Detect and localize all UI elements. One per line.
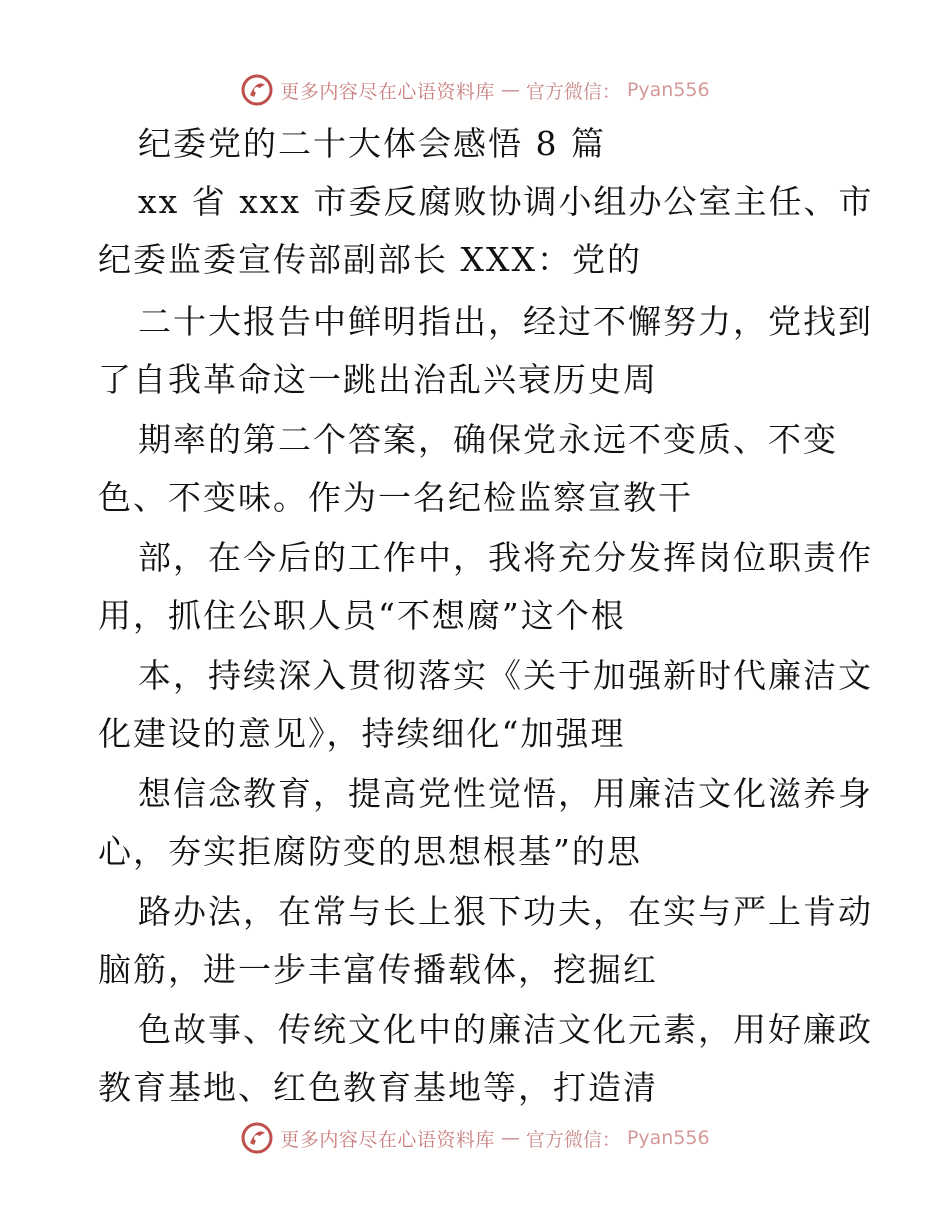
paragraph-line: 二十大报告中鲜明指出，经过不懈努力，党找到 xyxy=(138,302,873,341)
watermark-dash: — xyxy=(500,1127,520,1149)
watermark-contact-label: 官方微信： xyxy=(525,80,621,103)
watermark-org-text: 更多内容尽在心语资料库 xyxy=(280,80,495,103)
paragraph-line: 化建设的意见》，持续细化“加强理 xyxy=(98,714,626,753)
paragraph-line: 本，持续深入贯彻落实《关于加强新时代廉洁文 xyxy=(138,656,873,695)
paragraph-line: 教育基地、红色教育基地等，打造清 xyxy=(98,1068,658,1107)
paragraph-line: 纪委监委宣传部副部长 XXX：党的 xyxy=(98,240,642,279)
paragraph-line: 心，夯实拒腐防变的思想根基”的思 xyxy=(98,832,642,871)
watermark-contact-label: 官方微信： xyxy=(525,1128,621,1151)
document-title: 纪委党的二十大体会感悟 8 篇 xyxy=(138,124,606,163)
paragraph-line: 了自我革命这一跳出治乱兴衰历史周 xyxy=(98,360,658,399)
watermark-wechat-id: Pyan556 xyxy=(626,79,710,101)
watermark-wechat-id: Pyan556 xyxy=(626,1127,710,1149)
watermark-org-text: 更多内容尽在心语资料库 xyxy=(280,1128,495,1151)
paragraph-line: 路办法，在常与长上狠下功夫，在实与严上肯动 xyxy=(138,892,873,931)
paragraph-line: 想信念教育，提高党性觉悟，用廉洁文化滋养身 xyxy=(138,774,873,813)
red-swirl-logo-icon xyxy=(240,73,274,107)
paragraph-line: 色、不变味。作为一名纪检监察宣教干 xyxy=(98,478,693,517)
paragraph-line: 部，在今后的工作中，我将充分发挥岗位职责作 xyxy=(138,538,873,577)
paragraph-line: xx 省 xxx 市委反腐败协调小组办公室主任、市 xyxy=(138,182,874,221)
paragraph-line: 用，抓住公职人员“不想腐”这个根 xyxy=(98,596,626,635)
header-watermark xyxy=(0,70,950,110)
footer-watermark xyxy=(0,1118,950,1158)
paragraph-line: 脑筋，进一步丰富传播载体，挖掘红 xyxy=(98,950,658,989)
paragraph-line: 色故事、传统文化中的廉洁文化元素，用好廉政 xyxy=(138,1010,873,1049)
red-swirl-logo-icon xyxy=(240,1121,274,1155)
watermark-dash: — xyxy=(500,79,520,101)
paragraph-line: 期率的第二个答案，确保党永远不变质、不变 xyxy=(138,420,838,459)
